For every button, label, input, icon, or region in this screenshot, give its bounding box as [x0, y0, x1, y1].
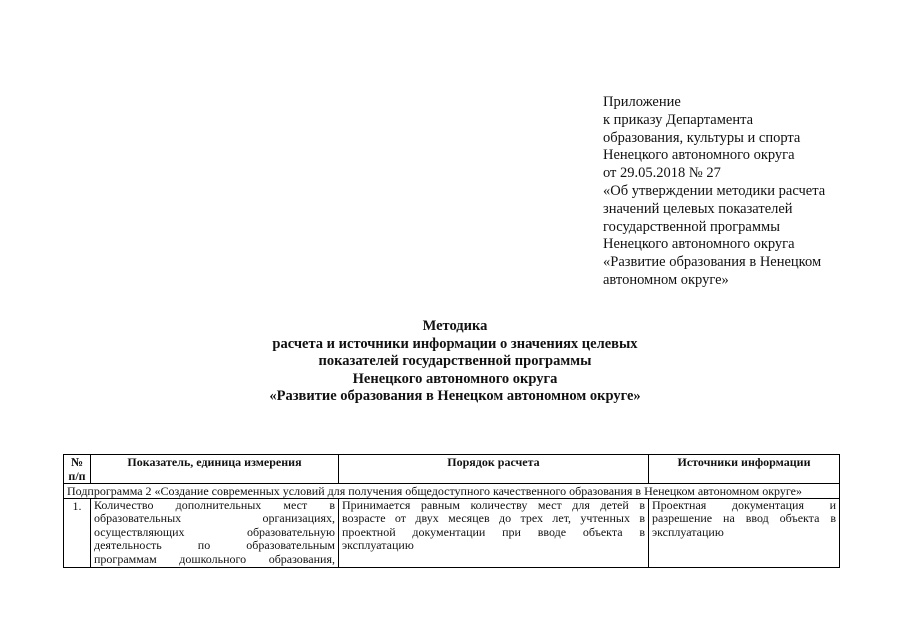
- appendix-block: [603, 94, 873, 290]
- appendix-line: автономном округе»: [603, 271, 729, 288]
- subprogram-row: [64, 484, 840, 499]
- appendix-line: «Об утверждении методики расчета: [603, 182, 826, 199]
- table-row: [64, 499, 840, 568]
- title-line: Ненецкого автономного округа: [352, 370, 558, 387]
- appendix-line: образования, культуры и спорта: [603, 129, 801, 146]
- header-calculation: Порядок расчета: [339, 455, 649, 484]
- subprogram-title: Подпрограмма 2 «Создание современных условий для получения общедоступного качественного образования в Ненецком автономном округе»: [64, 484, 840, 499]
- appendix-line: Приложение: [603, 94, 681, 110]
- title-line: Методика: [422, 318, 488, 334]
- appendix-line: к приказу Департамента: [603, 111, 754, 128]
- row-number: 1.: [64, 499, 91, 568]
- calculation-cell: Принимается равным количеству мест для детей в возрасте от двух месяцев до трех лет, учтенных в проектной документации при вводе объекта в эксплуатацию: [339, 499, 649, 568]
- sources-cell: Проектная документация и разрешение на ввод объекта в эксплуатацию: [649, 499, 840, 568]
- title-line: «Развитие образования в Ненецком автономном округе»: [269, 388, 641, 405]
- indicator-cell: Количество дополнительных мест в образовательных организациях, осуществляющих образовательную деятельность по образовательным программам дошкольного образования,: [91, 499, 339, 568]
- appendix-line: Ненецкого автономного округа: [603, 147, 795, 164]
- title-line: показателей государственной программы: [318, 353, 592, 370]
- table-header-row: [64, 455, 840, 484]
- indicators-table: [63, 454, 840, 568]
- header-indicator: Показатель, единица измерения: [91, 455, 339, 484]
- appendix-line: «Развитие образования в Ненецком: [603, 254, 822, 271]
- document-title: [150, 318, 760, 406]
- appendix-line: от 29.05.2018 № 27: [603, 165, 721, 182]
- appendix-line: значений целевых показателей: [603, 200, 793, 217]
- appendix-line: Ненецкого автономного округа: [603, 236, 795, 253]
- header-sources: Источники информации: [649, 455, 840, 484]
- title-line: расчета и источники информации о значениях целевых: [272, 335, 638, 352]
- appendix-line: государственной программы: [603, 218, 780, 235]
- header-number: № п/п: [64, 455, 91, 484]
